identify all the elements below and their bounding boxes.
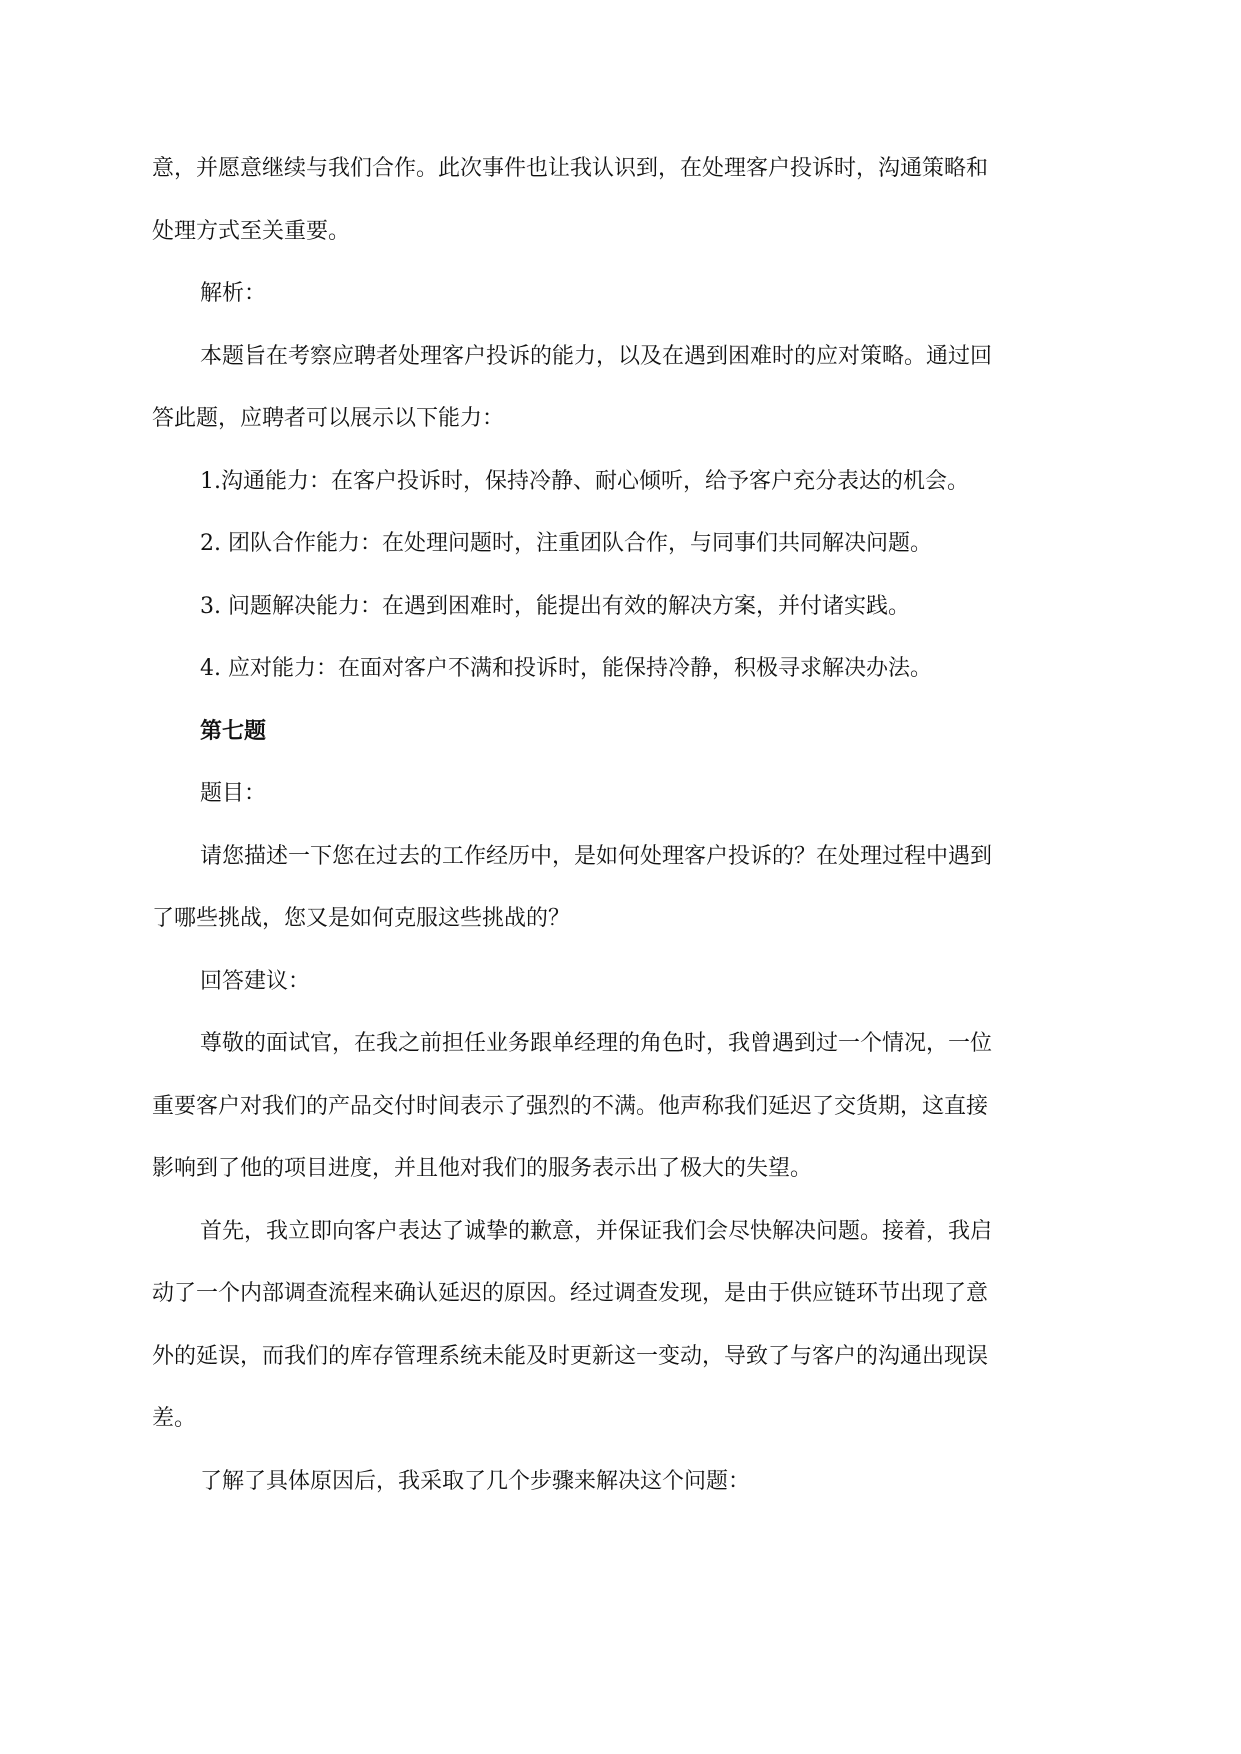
text-line: 题目： <box>200 781 267 806</box>
text-line: 请您描述一下您在过去的工作经历中，是如何处理客户投诉的？在处理过程中遇到 <box>200 843 993 869</box>
text-line: 差。 <box>152 1406 197 1431</box>
text-line: 首先，我立即向客户表达了诚挚的歉意，并保证我们会尽快解决问题。接着，我启 <box>200 1218 993 1244</box>
text-line: 1.沟通能力：在客户投诉时，保持冷静、耐心倾听，给予客户充分表达的机会。 <box>200 468 969 494</box>
text-line: 外的延误，而我们的库存管理系统未能及时更新这一变动，导致了与客户的沟通出现误 <box>152 1343 989 1369</box>
text-line: 重要客户对我们的产品交付时间表示了强烈的不满。他声称我们延迟了交货期，这直接 <box>152 1093 989 1119</box>
text-line: 回答建议： <box>200 968 311 994</box>
text-line: 本题旨在考察应聘者处理客户投诉的能力，以及在遇到困难时的应对策略。通过回 <box>200 343 993 369</box>
text-line: 答此题，应聘者可以展示以下能力： <box>152 406 505 431</box>
document-body <box>152 138 1092 1513</box>
text-line: 意，并愿意继续与我们合作。此次事件也让我认识到，在处理客户投诉时，沟通策略和 <box>152 156 989 181</box>
text-line: 处理方式至关重要。 <box>152 218 351 244</box>
text-line: 2. 团队合作能力：在处理问题时，注重团队合作，与同事们共同解决问题。 <box>200 531 932 556</box>
text-line: 3. 问题解决能力：在遇到困难时，能提出有效的解决方案，并付诸实践。 <box>200 593 910 619</box>
text-line: 尊敬的面试官，在我之前担任业务跟单经理的角色时，我曾遇到过一个情况，一位 <box>200 1031 993 1056</box>
text-line: 影响到了他的项目进度，并且他对我们的服务表示出了极大的失望。 <box>152 1156 813 1181</box>
text-line: 了哪些挑战，您又是如何克服这些挑战的？ <box>152 906 571 931</box>
text-line: 4. 应对能力：在面对客户不满和投诉时，能保持冷静，积极寻求解决办法。 <box>200 656 932 681</box>
section-heading: 第七题 <box>200 718 267 744</box>
text-line: 解析： <box>200 281 267 306</box>
text-line: 动了一个内部调查流程来确认延迟的原因。经过调查发现，是由于供应链环节出现了意 <box>152 1281 989 1306</box>
text-line: 了解了具体原因后，我采取了几个步骤来解决这个问题： <box>200 1468 751 1494</box>
